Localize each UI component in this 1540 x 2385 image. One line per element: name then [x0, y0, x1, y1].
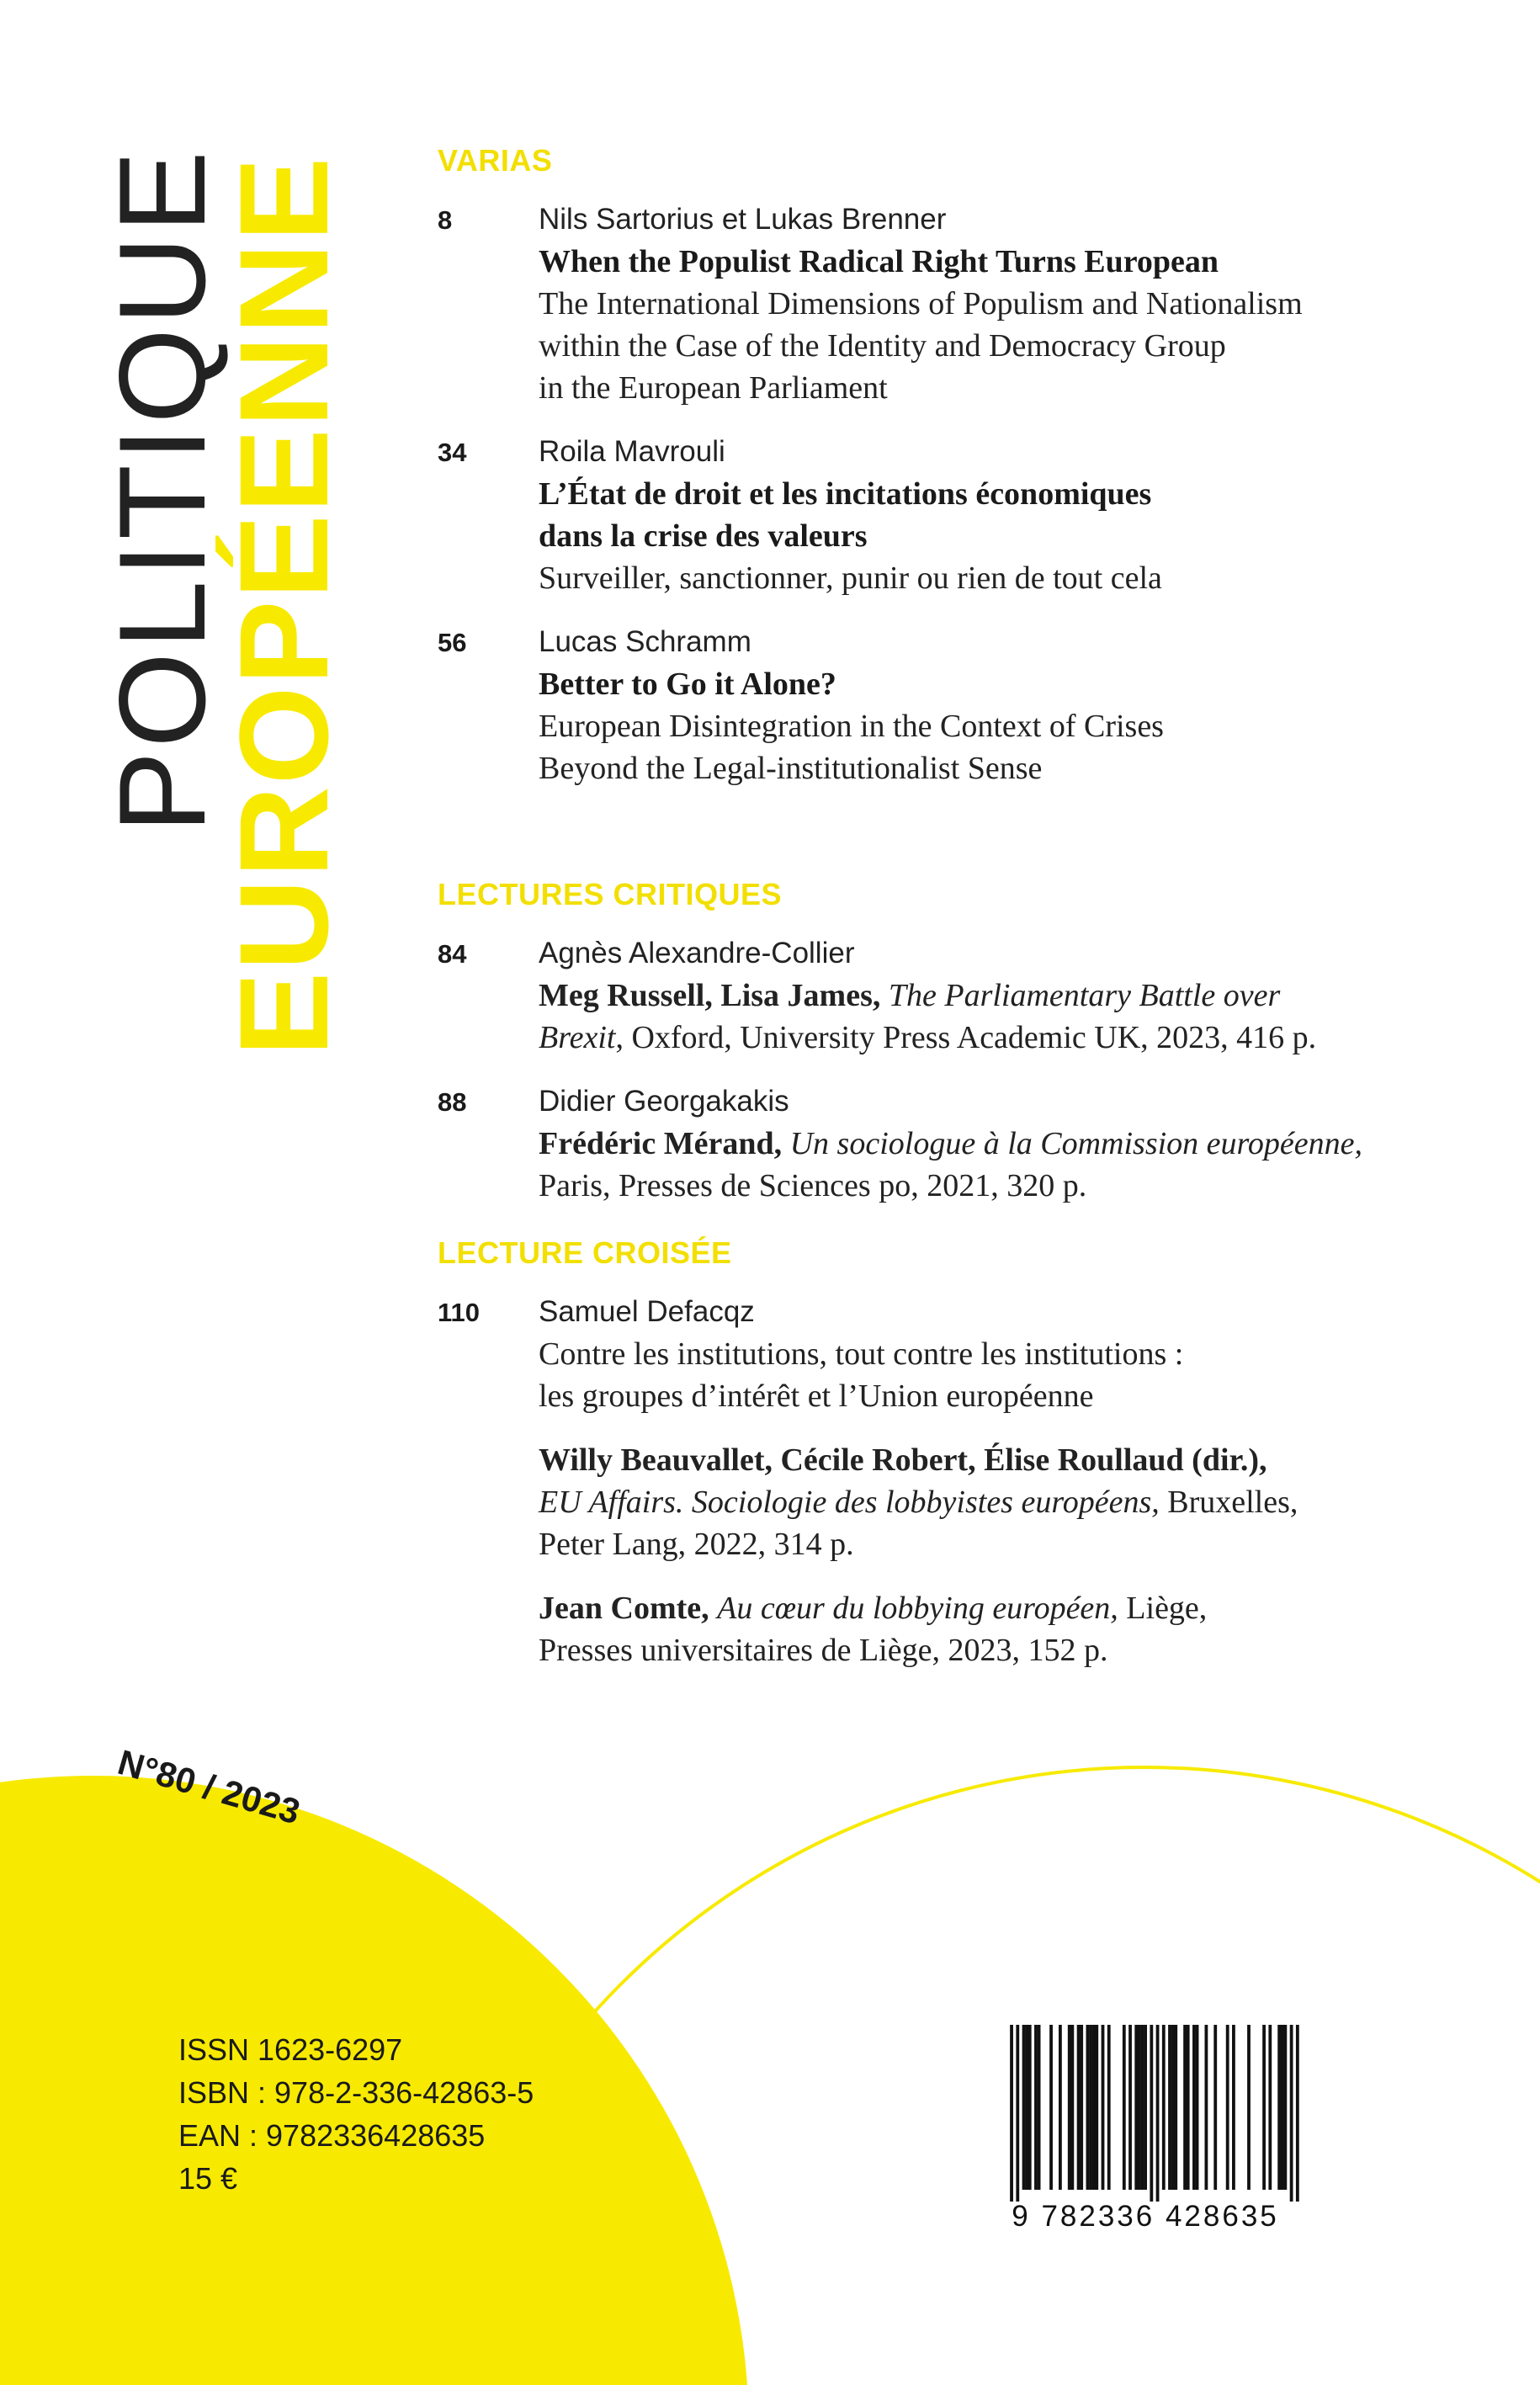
barcode-bar — [1187, 2025, 1190, 2190]
book-reference — [539, 1123, 1447, 1165]
barcode-bar — [1192, 2025, 1196, 2190]
barcode-bar — [1107, 2025, 1111, 2190]
barcode-bar — [1162, 2025, 1166, 2190]
barcode-bars — [980, 2025, 1311, 2202]
page-number: 84 — [438, 939, 467, 969]
author: Lucas Schramm — [539, 625, 751, 658]
masthead-politique: POLITIQUE — [93, 147, 231, 833]
book-title: EU Affairs. Sociologie des lobbyistes européens, — [539, 1485, 1160, 1520]
barcode-bar — [1028, 2025, 1032, 2190]
barcode-guard-bar — [1016, 2025, 1019, 2202]
article-title: When the Populist Radical Right Turns European — [539, 244, 1219, 279]
page-number: 8 — [438, 205, 453, 235]
identifiers-block — [178, 2028, 534, 2200]
book-title: Un sociologue à la Commission européenne, — [789, 1126, 1363, 1161]
barcode-bar — [1183, 2025, 1187, 2190]
isbn: ISBN : 978-2-336-42863-5 — [178, 2075, 534, 2110]
book-publication: , Oxford, University Press Academic UK, 2023, 416 p. — [615, 1020, 1317, 1055]
book-title: Au cœur du lobbying européen, — [717, 1591, 1118, 1626]
barcode-bar — [1038, 2025, 1041, 2190]
barcode-bar — [1134, 2025, 1138, 2190]
barcode-bar — [1174, 2025, 1177, 2190]
barcode-guard-bar — [1290, 2025, 1293, 2202]
barcode-bar — [1102, 2025, 1105, 2190]
barcode-bar — [1138, 2025, 1141, 2190]
barcode-bar — [1086, 2025, 1090, 2190]
article-subtitle: les groupes d’intérêt et l’Union européenne — [539, 1378, 1094, 1414]
barcode-bar — [1268, 2025, 1272, 2190]
toc-entry — [438, 431, 1447, 599]
section-heading: LECTURE CROISÉE — [438, 1235, 732, 1270]
toc-entry — [438, 932, 1447, 1059]
barcode-guard-bar — [1296, 2025, 1299, 2202]
page-number: 34 — [438, 438, 467, 467]
book-authors: Frédéric Mérand, — [539, 1126, 783, 1161]
article-subtitle: within the Case of the Identity and Democracy Group — [539, 328, 1226, 364]
barcode-bar — [1080, 2025, 1083, 2190]
article-title: dans la crise des valeurs — [539, 518, 868, 554]
article-subtitle: Contre les institutions, tout contre les institutions : — [539, 1336, 1184, 1372]
section-heading: VARIAS — [438, 143, 553, 178]
book-authors: Willy Beauvallet, Cécile Robert, Élise Roullaud (dir.), — [539, 1442, 1267, 1478]
article-title: Better to Go it Alone? — [539, 667, 836, 702]
barcode-bar — [1070, 2025, 1074, 2190]
barcode-bar — [1068, 2025, 1071, 2190]
section-lectures-critiques — [438, 877, 1447, 1207]
barcode-bar — [1262, 2025, 1266, 2190]
barcode-guard-bar — [1156, 2025, 1160, 2202]
author: Nils Sartorius et Lukas Brenner — [539, 203, 947, 236]
book-reference — [539, 1439, 1447, 1565]
page-number: 110 — [438, 1298, 481, 1327]
barcode-bar — [1171, 2025, 1175, 2190]
article-subtitle: The International Dimensions of Populism and Nationalism — [539, 286, 1303, 321]
barcode-bar — [1022, 2025, 1026, 2190]
author: Samuel Defacqz — [539, 1295, 755, 1328]
barcode-bar — [1077, 2025, 1081, 2190]
table-of-contents — [438, 143, 1447, 1700]
book-reference — [539, 1017, 1447, 1059]
article-title: L’État de droit et les incitations économiques — [539, 476, 1152, 512]
toc-entry — [438, 621, 1447, 789]
barcode-bar — [1089, 2025, 1092, 2190]
barcode-bar — [1168, 2025, 1171, 2190]
toc-entry — [438, 199, 1447, 409]
book-publication: Presses universitaires de Liège, 2023, 152 p. — [539, 1633, 1108, 1668]
page-number: 56 — [438, 628, 467, 657]
barcode-bar — [1213, 2025, 1217, 2190]
barcode-bar — [1226, 2025, 1229, 2190]
barcode-bar — [1034, 2025, 1038, 2190]
book-authors: Jean Comte, — [539, 1591, 709, 1626]
book-authors: Meg Russell, Lisa James, — [539, 978, 881, 1013]
book-publication: Peter Lang, 2022, 314 p. — [539, 1527, 854, 1562]
barcode — [973, 2020, 1318, 2247]
section-lecture-croisee — [438, 1235, 1447, 1671]
barcode-bar — [1128, 2025, 1132, 2190]
book-title: Brexit — [539, 1020, 616, 1055]
price: 15 € — [178, 2161, 238, 2196]
barcode-bar — [1247, 2025, 1251, 2190]
barcode-bar — [1123, 2025, 1126, 2190]
article-subtitle: in the European Parliament — [539, 370, 888, 406]
barcode-bar — [1049, 2025, 1053, 2190]
barcode-bar — [1144, 2025, 1147, 2190]
issn: ISSN 1623-6297 — [178, 2032, 403, 2067]
barcode-bar — [1204, 2025, 1208, 2190]
barcode-bar — [1283, 2025, 1287, 2190]
section-heading: LECTURES CRITIQUES — [438, 877, 783, 911]
article-subtitle: European Disintegration in the Context of Crises — [539, 709, 1164, 744]
toc-entry — [438, 1291, 1447, 1417]
barcode-bar — [1281, 2025, 1284, 2190]
masthead-europeenne: EUROPÉENNE — [213, 155, 354, 1056]
barcode-bar — [1059, 2025, 1062, 2190]
barcode-bar — [1232, 2025, 1235, 2190]
section-varias — [438, 143, 1447, 789]
issue-number: N°80 / 2023 — [114, 1742, 305, 1832]
barcode-bar — [1196, 2025, 1199, 2190]
author: Didier Georgakakis — [539, 1085, 789, 1118]
book-publication: Bruxelles, — [1159, 1485, 1298, 1520]
barcode-bar — [1277, 2025, 1281, 2190]
barcode-digits: 9 782336 428635 — [1012, 2200, 1279, 2233]
page-number: 88 — [438, 1087, 467, 1117]
barcode-guard-bar — [1010, 2025, 1013, 2202]
author: Roila Mavrouli — [539, 435, 725, 468]
barcode-bar — [1025, 2025, 1028, 2190]
book-reference — [539, 975, 1447, 1017]
barcode-bar — [1141, 2025, 1144, 2190]
article-subtitle: Surveiller, sanctionner, punir ou rien de tout cela — [539, 560, 1162, 596]
ean: EAN : 9782336428635 — [178, 2118, 486, 2153]
barcode-guard-bar — [1150, 2025, 1153, 2202]
barcode-bar — [1092, 2025, 1096, 2190]
author: Agnès Alexandre-Collier — [539, 937, 855, 969]
book-publication: Paris, Presses de Sciences po, 2021, 320 p. — [539, 1168, 1087, 1203]
article-subtitle: Beyond the Legal-institutionalist Sense — [539, 751, 1043, 786]
barcode-bar — [1095, 2025, 1098, 2190]
toc-entry — [438, 1081, 1447, 1207]
book-reference — [539, 1587, 1447, 1671]
book-title: The Parliamentary Battle over — [888, 978, 1281, 1013]
book-publication: Liège, — [1118, 1591, 1208, 1626]
